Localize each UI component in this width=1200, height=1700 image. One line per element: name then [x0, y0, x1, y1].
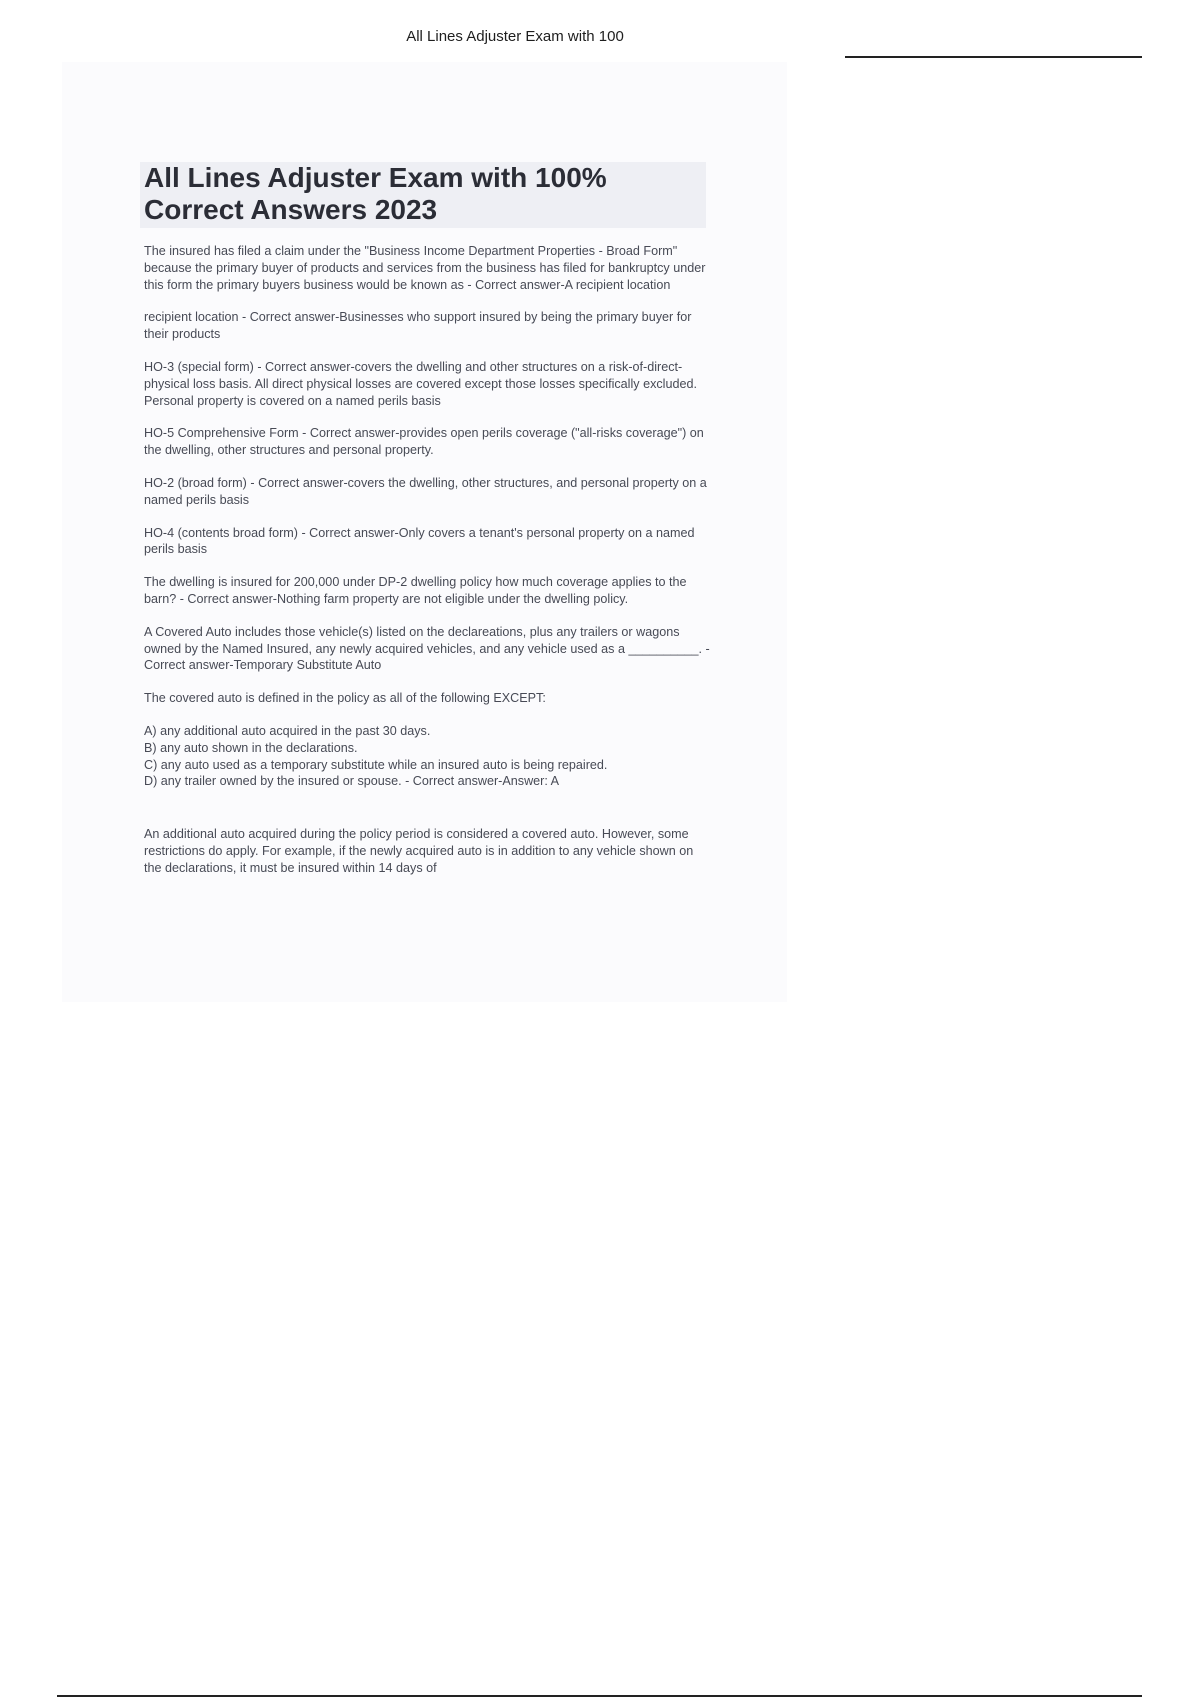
- choice-c: C) any auto used as a temporary substitute while an insured auto is being repaired.: [144, 757, 608, 772]
- qa-paragraph: HO-3 (special form) - Correct answer-covers the dwelling and other structures on a risk-of-direct-physical loss basis. All direct physical losses are covered except those losses specifically excluded. Personal property is covered on a named perils basis: [144, 359, 697, 408]
- choice-d: D) any trailer owned by the insured or spouse. - Correct answer-Answer: A: [144, 774, 560, 789]
- qa-paragraph: The insured has filed a claim under the "Business Income Department Properties - Broad Form" because the primary buyer of products and services from the business has filed for bankruptcy under this form the primary buyers business would be known as - Correct answer-A recipient location: [144, 244, 706, 292]
- qa-paragraph: HO-2 (broad form) - Correct answer-covers the dwelling, other structures, and personal property on a named perils basis: [144, 475, 707, 507]
- document-title: [144, 162, 710, 226]
- qa-paragraph: recipient location - Correct answer-Businesses who support insured by being the primary buyer for their products: [144, 310, 692, 342]
- qa-paragraph: HO-5 Comprehensive Form - Correct answer-provides open perils coverage ("all-risks coverage") on the dwelling, other structures and personal property.: [144, 426, 704, 458]
- document-title-line-2: Correct Answers 2023: [144, 194, 438, 225]
- header-rule: [845, 56, 1142, 58]
- qa-paragraph: HO-4 (contents broad form) - Correct answer-Only covers a tenant's personal property on a named perils basis: [144, 525, 695, 557]
- choice-b: B) any auto shown in the declarations.: [144, 740, 358, 755]
- document-title-line-1: All Lines Adjuster Exam with 100%: [144, 162, 607, 193]
- answer-choices: [144, 723, 710, 790]
- page-header-title: All Lines Adjuster Exam with 100: [406, 28, 624, 45]
- qa-paragraph: The covered auto is defined in the policy as all of the following EXCEPT:: [144, 691, 546, 706]
- qa-paragraph: The dwelling is insured for 200,000 under DP-2 dwelling policy how much coverage applies to the barn? - Correct answer-Nothing farm property are not eligible under the dwelling policy.: [144, 575, 687, 606]
- closing-paragraph: An additional auto acquired during the policy period is considered a covered auto. However, some restrictions do apply. For example, if the newly acquired auto is in addition to any vehicle shown on the declarations, it must be insured within 14 days of: [144, 827, 694, 875]
- document-body: [144, 243, 710, 893]
- spacer: [144, 790, 710, 826]
- footer-rule: [57, 1695, 1142, 1697]
- qa-paragraph: A Covered Auto includes those vehicle(s) listed on the declareations, plus any trailers or wagons owned by the Named Insured, any newly acquired vehicles, and any vehicle used as a __________. - Correct answer-Temporary Substitute Auto: [144, 624, 710, 673]
- choice-a: A) any additional auto acquired in the past 30 days.: [144, 723, 431, 738]
